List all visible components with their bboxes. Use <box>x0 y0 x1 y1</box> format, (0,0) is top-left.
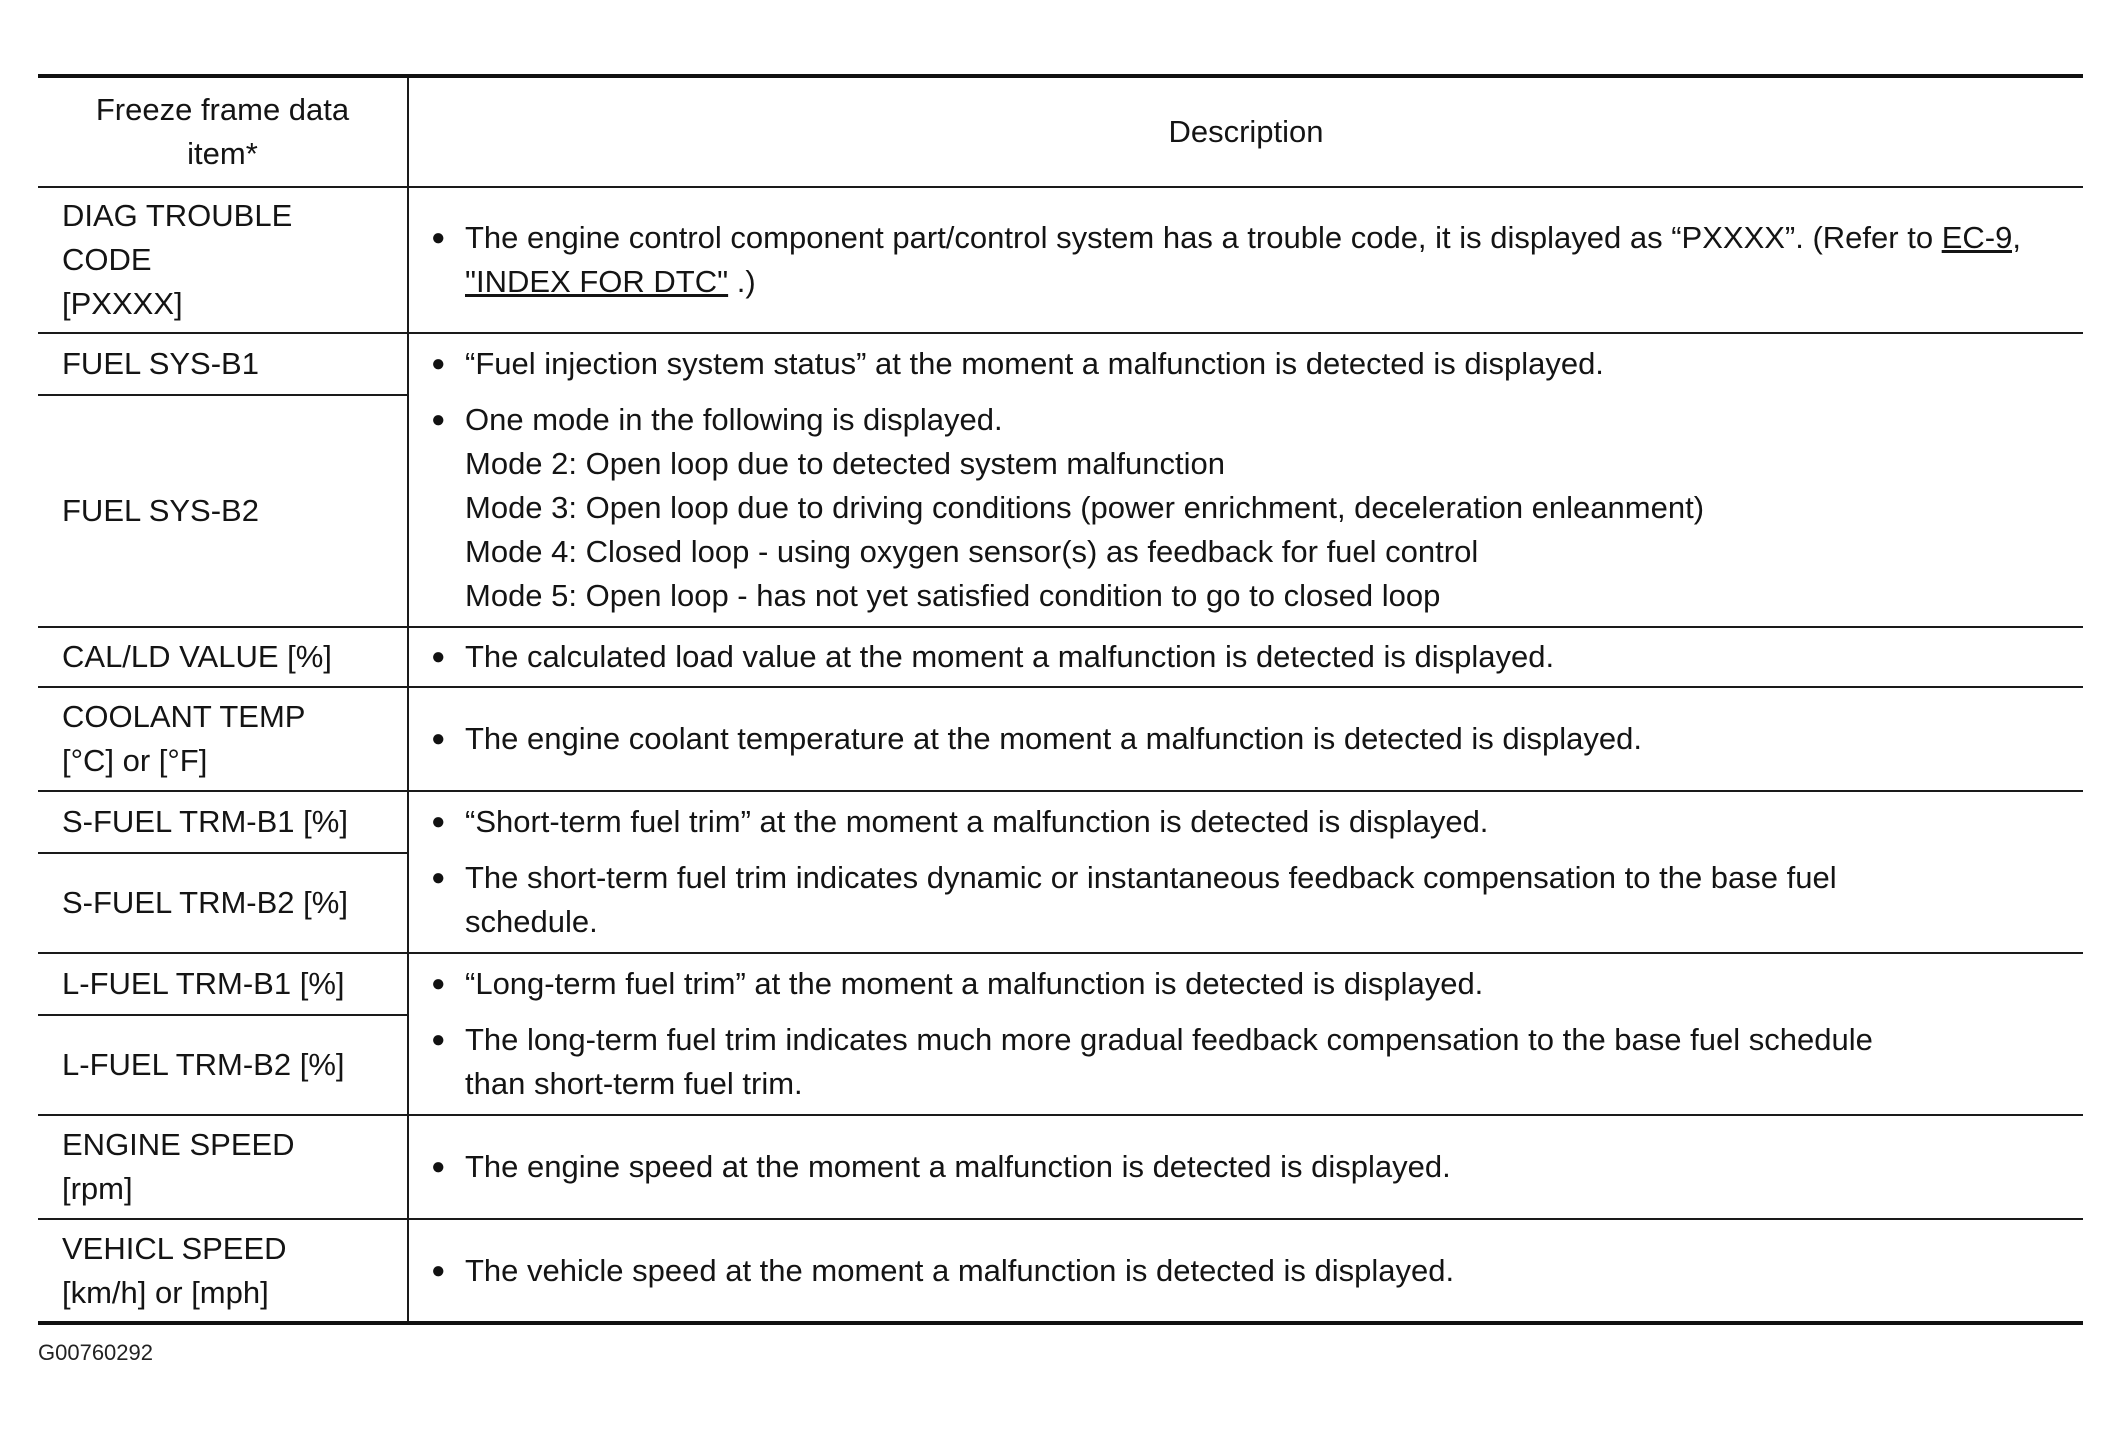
bullet-icon: ● <box>431 725 446 752</box>
description-text: The engine speed at the moment a malfunction is detected is displayed. <box>465 1149 1451 1184</box>
table-row-cal-ld-value <box>38 627 2083 687</box>
bullet-icon: ● <box>431 970 446 997</box>
bullet-point <box>431 635 2063 679</box>
item-label-line: COOLANT TEMP <box>62 699 306 734</box>
item-label-line: [rpm] <box>62 1171 133 1206</box>
description-cell <box>408 1115 2083 1219</box>
item-cell: S-FUEL TRM-B2 [%] <box>38 853 408 953</box>
item-cell: L-FUEL TRM-B2 [%] <box>38 1015 408 1115</box>
header-item-line2: item* <box>187 136 258 171</box>
description-cell <box>408 187 2083 333</box>
description-text: “Fuel injection system status” at the moment a malfunction is detected is displayed. <box>465 346 1604 381</box>
description-text: “Short-term fuel trim” at the moment a malfunction is detected is displayed. <box>465 804 1489 839</box>
item-label-line: VEHICL SPEED <box>62 1230 287 1266</box>
bullet-point <box>431 717 2063 761</box>
description-cell <box>408 953 2083 1115</box>
table-row-diag-trouble-code <box>38 187 2083 333</box>
bullet-icon: ● <box>431 864 446 891</box>
bullet-icon: ● <box>431 1256 446 1284</box>
description-text: The calculated load value at the moment a malfunction is detected is displayed. <box>465 639 1555 674</box>
table-row-l-fuel-trm-b1 <box>38 953 2083 1015</box>
description-text: The engine coolant temperature at the moment a malfunction is detected is displayed. <box>465 721 1642 756</box>
item-label-line: [km/h] or [mph] <box>62 1274 269 1310</box>
header-description-column: Description <box>408 76 2083 187</box>
description-text: “Long-term fuel trim” at the moment a malfunction is detected is displayed. <box>465 966 1484 1001</box>
description-line: than short-term fuel trim. <box>465 1066 803 1101</box>
item-cell: CAL/LD VALUE [%] <box>38 627 408 687</box>
description-text <box>465 216 2063 304</box>
bullet-point <box>431 1145 2063 1189</box>
bullet-point <box>431 342 2063 386</box>
item-cell: FUEL SYS-B1 <box>38 333 408 395</box>
bullet-point <box>431 1018 2063 1106</box>
table-row-s-fuel-trm-b1 <box>38 791 2083 853</box>
header-item-column <box>38 76 408 187</box>
item-cell: S-FUEL TRM-B1 [%] <box>38 791 408 853</box>
bullet-point <box>431 216 2063 304</box>
bullet-icon: ● <box>431 224 446 251</box>
description-cell <box>408 687 2083 791</box>
bullet-icon: ● <box>431 643 446 670</box>
item-cell <box>38 187 408 333</box>
item-label-line: [°C] or [°F] <box>62 743 208 778</box>
description-cell <box>408 1219 2083 1323</box>
bullet-point <box>431 856 2063 944</box>
mode-line: Mode 4: Closed loop - using oxygen sensor(s) as feedback for fuel control <box>465 534 1479 569</box>
bullet-point <box>431 800 2063 844</box>
description-text <box>465 398 2063 618</box>
table-row-coolant-temp <box>38 687 2083 791</box>
description-text: The vehicle speed at the moment a malfunction is detected is displayed. <box>465 1252 1455 1288</box>
bullet-point <box>431 398 2063 618</box>
freeze-frame-data-table <box>38 74 2083 1325</box>
mode-line: Mode 5: Open loop - has not yet satisfied condition to go to closed loop <box>465 578 1441 613</box>
mode-line: Mode 3: Open loop due to driving conditions (power enrichment, deceleration enleanment) <box>465 490 1705 525</box>
item-label-line: [PXXXX] <box>62 286 183 321</box>
description-line: schedule. <box>465 904 598 939</box>
description-text-part: .) <box>728 264 756 299</box>
description-line: One mode in the following is displayed. <box>465 402 1003 437</box>
table-header-row <box>38 76 2083 187</box>
item-cell: L-FUEL TRM-B1 [%] <box>38 953 408 1015</box>
description-line: The short-term fuel trim indicates dynamic or instantaneous feedback compensation to the base fuel <box>465 860 1837 895</box>
item-label-line: ENGINE SPEED <box>62 1127 295 1162</box>
table-row-engine-speed <box>38 1115 2083 1219</box>
freeze-frame-table-container <box>38 74 2083 1325</box>
bullet-icon: ● <box>431 350 446 377</box>
item-cell <box>38 1115 408 1219</box>
description-text <box>465 1018 2063 1106</box>
item-cell <box>38 1219 408 1323</box>
description-text <box>465 856 2063 944</box>
description-text-part: The engine control component part/control system has a trouble code, it is displayed as “PXXXX”. (Refer to <box>465 220 1942 255</box>
description-line: The long-term fuel trim indicates much more gradual feedback compensation to the base fuel schedule <box>465 1022 1873 1057</box>
table-row-fuel-sys-b1 <box>38 333 2083 395</box>
bullet-icon: ● <box>431 1026 446 1053</box>
bullet-icon: ● <box>431 808 446 835</box>
item-label-line: CODE <box>62 242 152 277</box>
description-cell <box>408 333 2083 627</box>
table-row-vehicle-speed <box>38 1219 2083 1323</box>
description-cell <box>408 627 2083 687</box>
item-label-line: DIAG TROUBLE <box>62 198 293 233</box>
mode-line: Mode 2: Open loop due to detected system malfunction <box>465 446 1225 481</box>
item-cell <box>38 687 408 791</box>
bullet-point <box>431 962 2063 1006</box>
description-cell <box>408 791 2083 953</box>
header-item-line1: Freeze frame data <box>95 92 350 127</box>
bullet-point <box>431 1249 2063 1293</box>
bullet-icon: ● <box>431 1153 446 1180</box>
item-cell: FUEL SYS-B2 <box>38 395 408 627</box>
index-for-dtc-link[interactable]: EC-9, "INDEX FOR DTC" <box>465 220 2021 299</box>
bullet-icon: ● <box>431 406 446 433</box>
figure-code: G00760292 <box>38 1340 153 1365</box>
